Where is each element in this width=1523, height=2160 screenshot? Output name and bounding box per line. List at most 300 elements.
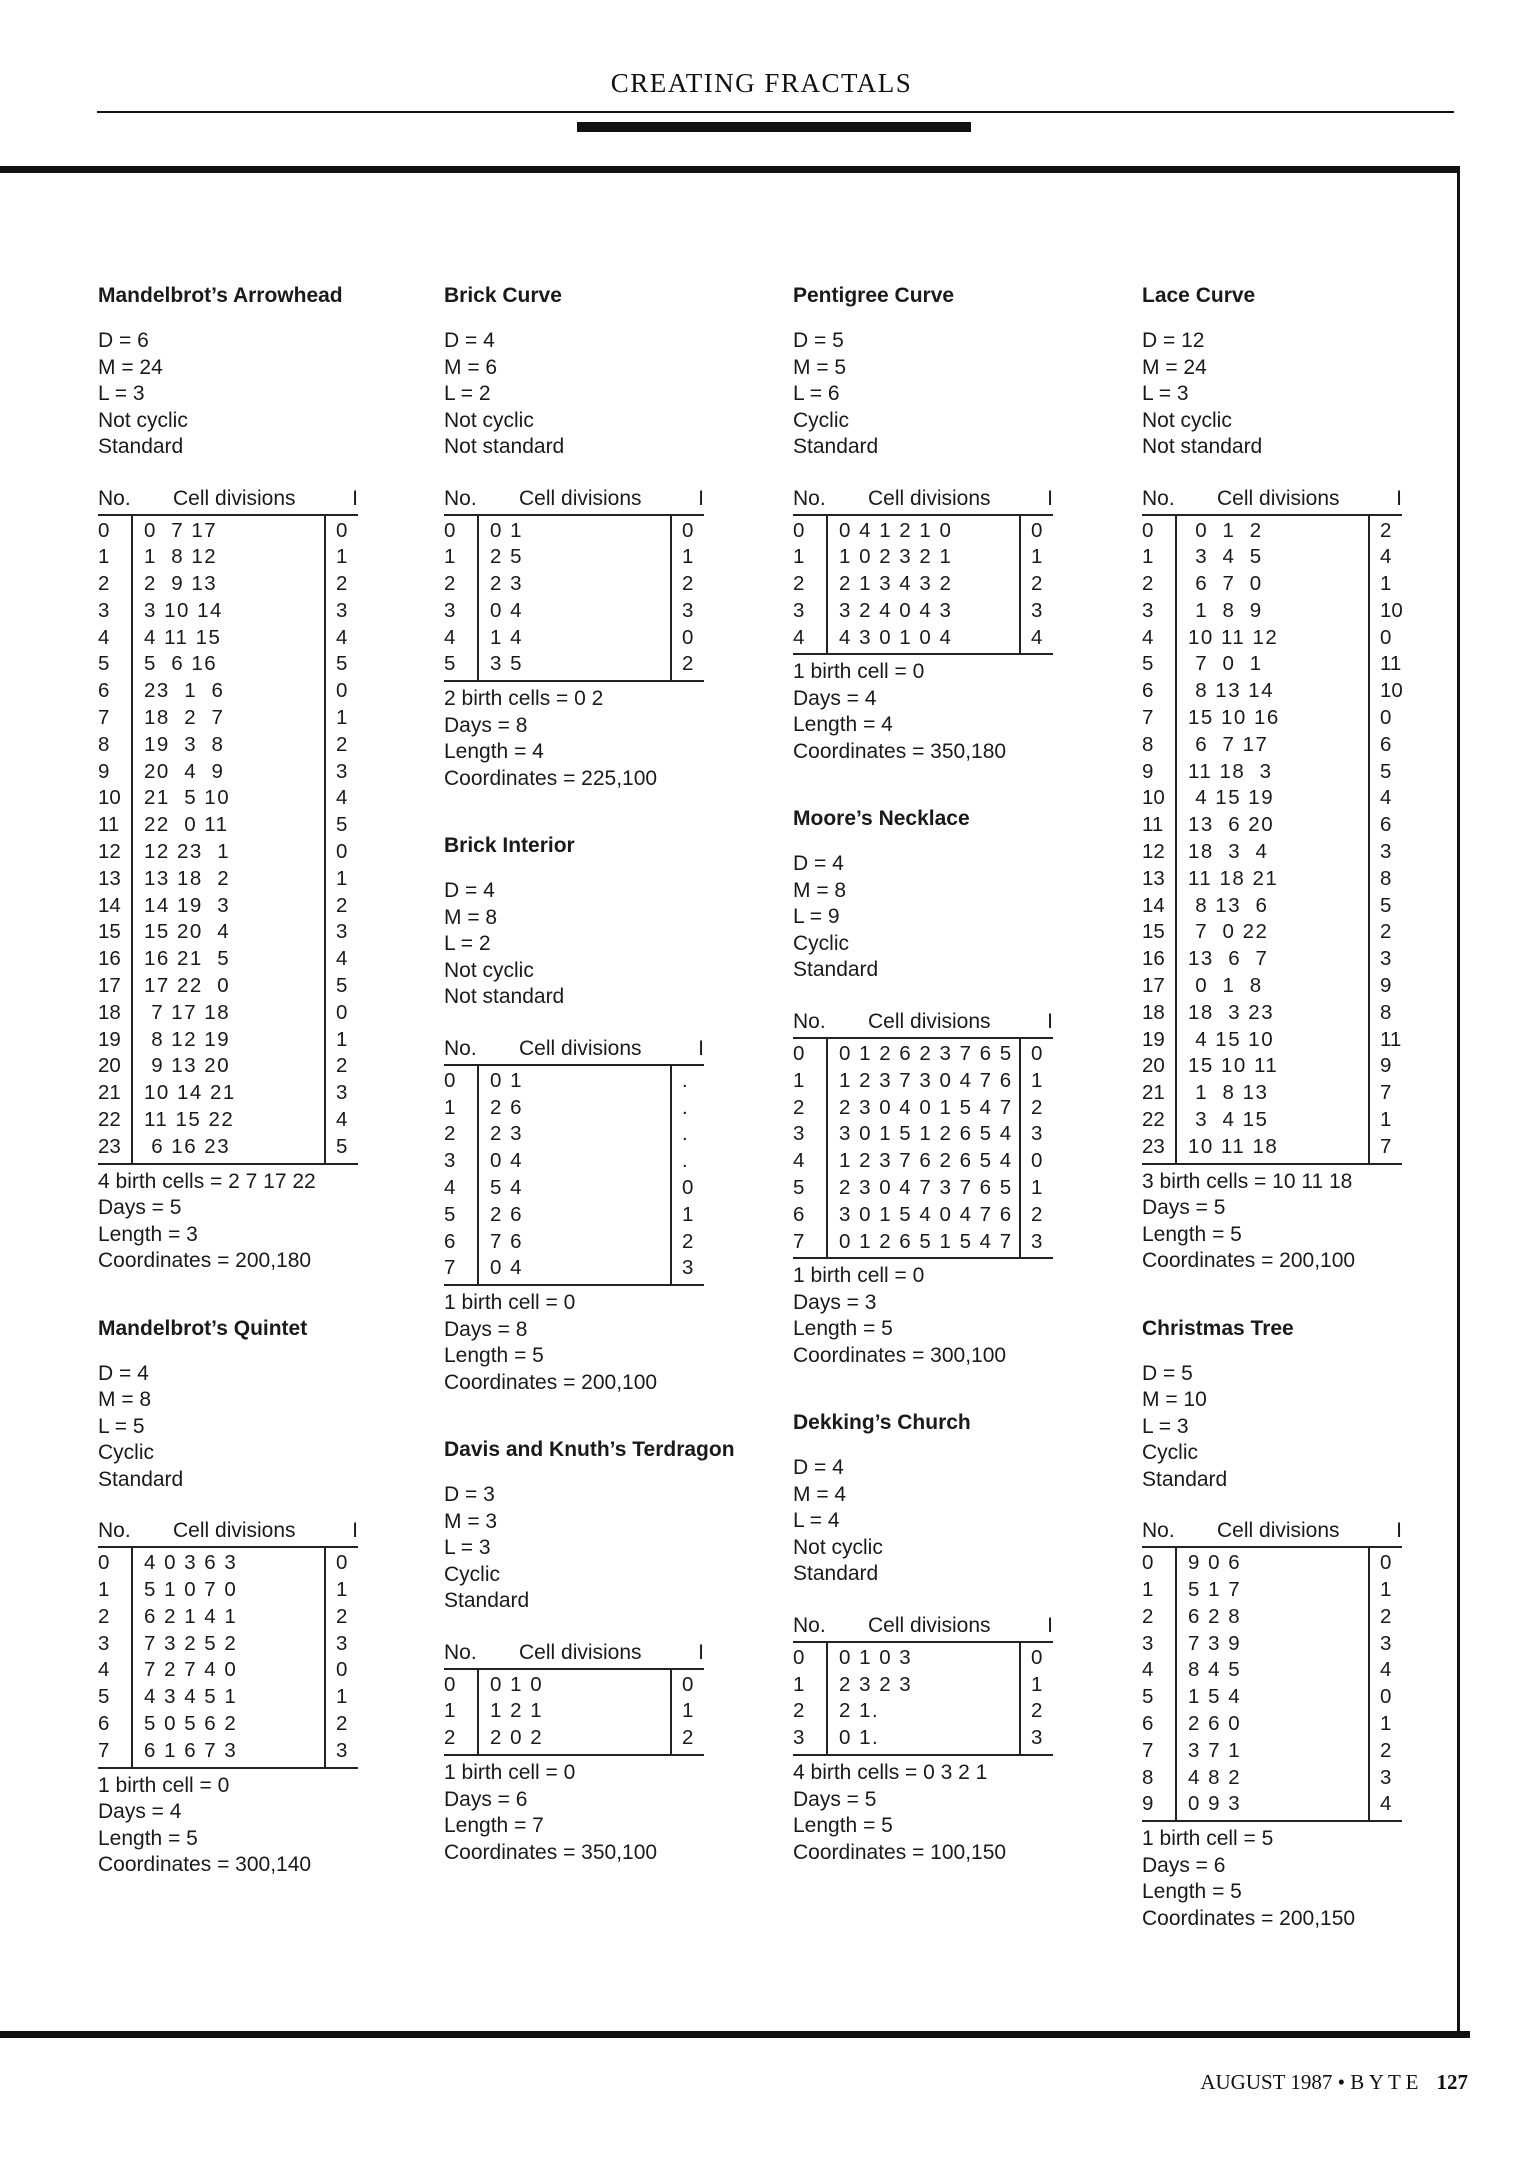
fractal-moore-necklace xyxy=(793,807,1053,1369)
row-cell-divisions: 10 14 21 xyxy=(144,1081,236,1105)
footer-line: Length = 5 xyxy=(444,1344,544,1368)
fractal-params xyxy=(1142,1361,1402,1494)
row-cell-divisions: 11 15 22 xyxy=(144,1108,235,1132)
footer-line: Length = 5 xyxy=(1142,1880,1242,1904)
row-i-value: 5 xyxy=(336,813,348,837)
row-i-value: 4 xyxy=(336,625,348,649)
footer-line: Coordinates = 350,180 xyxy=(793,739,1007,763)
param-line: D = 4 xyxy=(793,1456,844,1480)
cell-divisions-table xyxy=(1142,1546,1402,1822)
param-line: L = 2 xyxy=(444,382,491,405)
table-row xyxy=(1142,893,1402,920)
row-cell-divisions: 0 4 xyxy=(490,1149,523,1173)
row-cell-divisions: 6 2 8 xyxy=(1188,1604,1242,1628)
row-i-value: 6 xyxy=(1380,813,1392,837)
table-row xyxy=(98,1080,358,1107)
fractal-quintet xyxy=(98,1317,358,1879)
table-row xyxy=(1142,1765,1402,1792)
row-number: 5 xyxy=(444,652,456,676)
row-i-value: 1 xyxy=(1380,572,1392,596)
column-4 xyxy=(1142,284,1402,1932)
row-i-value: 0 xyxy=(336,1000,348,1024)
row-i-value: 1 xyxy=(336,1577,348,1601)
header-cell-divisions: Cell divisions xyxy=(173,486,296,510)
row-number: 14 xyxy=(1142,893,1165,917)
fractal-params xyxy=(793,1455,1053,1588)
row-i-value: 1 xyxy=(1031,545,1043,569)
row-i-value: 0 xyxy=(1380,1551,1392,1575)
footer-line: 2 birth cells = 0 2 xyxy=(444,687,604,711)
row-number: 0 xyxy=(444,1672,456,1696)
row-number: 6 xyxy=(793,1202,805,1226)
row-i-value: 0 xyxy=(336,1658,348,1682)
table-row xyxy=(793,544,1053,571)
row-number: 2 xyxy=(98,1604,110,1628)
row-number: 13 xyxy=(98,866,121,890)
row-i-value: 0 xyxy=(336,1551,348,1575)
row-i-value: . xyxy=(682,1068,688,1092)
row-i-value: 0 xyxy=(1380,625,1392,649)
row-cell-divisions: 2 3 0 4 7 3 7 6 5 xyxy=(839,1175,1013,1199)
param-line: L = 6 xyxy=(793,382,840,405)
row-cell-divisions: 3 7 1 xyxy=(1188,1738,1242,1762)
param-line: D = 6 xyxy=(98,329,149,352)
cell-divisions-table xyxy=(98,514,358,1165)
row-i-value: 0 xyxy=(1031,1645,1043,1669)
row-cell-divisions: 19 3 8 xyxy=(144,732,225,756)
param-line: Not cyclic xyxy=(1142,408,1232,432)
row-cell-divisions: 4 15 10 xyxy=(1188,1027,1275,1051)
row-cell-divisions: 8 13 14 xyxy=(1188,679,1275,703)
row-number: 0 xyxy=(98,1551,110,1575)
row-number: 1 xyxy=(793,1672,805,1696)
header-i: I xyxy=(1396,486,1402,510)
row-cell-divisions: 0 1 0 xyxy=(490,1672,544,1696)
row-number: 2 xyxy=(793,1699,805,1723)
footer-line: Days = 6 xyxy=(444,1787,528,1811)
row-i-value: 3 xyxy=(1031,1122,1043,1146)
table-row xyxy=(793,1672,1053,1699)
param-line: D = 3 xyxy=(444,1483,495,1507)
table-row xyxy=(793,1698,1053,1725)
footer-line: Days = 5 xyxy=(793,1787,877,1811)
param-line: L = 5 xyxy=(98,1414,145,1438)
header-i: I xyxy=(352,486,358,510)
row-cell-divisions: 20 4 9 xyxy=(144,759,225,783)
row-i-value: 2 xyxy=(1031,1699,1043,1723)
header-no: No. xyxy=(98,1519,131,1543)
table-row xyxy=(98,1711,358,1738)
param-line: Standard xyxy=(1142,1467,1228,1491)
row-cell-divisions: 13 6 7 xyxy=(1188,947,1269,971)
param-line: Cyclic xyxy=(793,931,849,955)
row-i-value: 5 xyxy=(336,974,348,998)
table-row xyxy=(1142,785,1402,812)
fractal-params xyxy=(1142,328,1402,461)
page-number: 127 xyxy=(1436,2070,1468,2094)
fractal-footer xyxy=(98,1169,358,1275)
row-cell-divisions: 22 0 11 xyxy=(144,813,229,837)
row-cell-divisions: 1 4 xyxy=(490,625,523,649)
row-number: 0 xyxy=(1142,518,1154,542)
header-i: I xyxy=(1047,486,1053,510)
param-line: L = 3 xyxy=(1142,382,1189,405)
table-row xyxy=(98,785,358,812)
row-i-value: 1 xyxy=(1380,1577,1392,1601)
row-i-value: 1 xyxy=(1031,1672,1043,1696)
fractal-name: Pentigree Curve xyxy=(793,284,955,307)
param-line: Not cyclic xyxy=(444,408,534,432)
table-header xyxy=(1142,1519,1402,1546)
param-line: M = 4 xyxy=(793,1482,847,1506)
param-line: Cyclic xyxy=(444,1562,500,1586)
table-row xyxy=(1142,651,1402,678)
param-line: Not cyclic xyxy=(98,408,188,432)
table-row xyxy=(793,1229,1053,1256)
row-number: 22 xyxy=(1142,1108,1165,1132)
row-cell-divisions: 7 3 9 xyxy=(1188,1631,1242,1655)
table-row xyxy=(1142,571,1402,598)
row-cell-divisions: 2 6 xyxy=(490,1202,523,1226)
fractal-brick-interior xyxy=(444,834,735,1396)
header-i: I xyxy=(1047,1613,1053,1637)
table-row xyxy=(1142,839,1402,866)
row-number: 7 xyxy=(444,1256,456,1280)
row-cell-divisions: 7 17 18 xyxy=(144,1000,231,1024)
row-i-value: 2 xyxy=(682,652,694,676)
row-number: 21 xyxy=(98,1081,121,1105)
row-i-value: 6 xyxy=(1380,732,1392,756)
table-row xyxy=(444,518,704,545)
table-row xyxy=(793,1121,1053,1148)
row-cell-divisions: 18 2 7 xyxy=(144,706,225,730)
table-row xyxy=(98,1577,358,1604)
row-i-value: 3 xyxy=(1380,1631,1392,1655)
header-no: No. xyxy=(1142,1519,1175,1543)
table-row xyxy=(98,866,358,893)
row-cell-divisions: 15 10 11 xyxy=(1188,1054,1279,1078)
table-header xyxy=(98,487,358,514)
row-cell-divisions: 15 10 16 xyxy=(1188,706,1280,730)
row-number: 21 xyxy=(1142,1081,1165,1105)
table-row xyxy=(98,544,358,571)
footer-line: Days = 5 xyxy=(1142,1196,1226,1220)
header-i: I xyxy=(698,486,704,510)
row-cell-divisions: 0 4 xyxy=(490,598,523,622)
row-i-value: 9 xyxy=(1380,974,1392,998)
fractal-footer xyxy=(793,659,1053,765)
row-number: 4 xyxy=(444,625,456,649)
row-number: 4 xyxy=(1142,625,1154,649)
fractal-params xyxy=(444,878,735,1011)
row-number: 4 xyxy=(1142,1658,1154,1682)
row-cell-divisions: 2 3 0 4 0 1 5 4 7 xyxy=(839,1095,1013,1119)
table-row xyxy=(1142,1053,1402,1080)
row-number: 3 xyxy=(793,598,805,622)
footer-line: Length = 3 xyxy=(98,1222,198,1246)
fractal-params xyxy=(98,1361,358,1494)
row-cell-divisions: 21 5 10 xyxy=(144,786,231,810)
row-number: 22 xyxy=(98,1108,121,1132)
header-cell-divisions: Cell divisions xyxy=(868,486,991,510)
row-number: 3 xyxy=(444,598,456,622)
table-header xyxy=(793,1010,1053,1037)
row-i-value: 1 xyxy=(682,1699,694,1723)
row-cell-divisions: 0 9 3 xyxy=(1188,1792,1242,1816)
row-number: 7 xyxy=(1142,706,1154,730)
table-row xyxy=(1142,1738,1402,1765)
table-row xyxy=(793,1645,1053,1672)
table-row xyxy=(444,1202,704,1229)
footer-line: Days = 8 xyxy=(444,1317,528,1341)
row-i-value: 3 xyxy=(336,759,348,783)
row-number: 5 xyxy=(793,1175,805,1199)
row-number: 10 xyxy=(1142,786,1165,810)
row-cell-divisions: 9 13 20 xyxy=(144,1054,231,1078)
row-number: 13 xyxy=(1142,866,1165,890)
row-number: 0 xyxy=(793,1645,805,1669)
table-row xyxy=(1142,1791,1402,1818)
footer-line: Length = 5 xyxy=(1142,1222,1242,1246)
table-row xyxy=(1142,1027,1402,1054)
table-header xyxy=(98,1519,358,1546)
footer-line: Coordinates = 100,150 xyxy=(793,1840,1007,1864)
row-i-value: 1 xyxy=(336,545,348,569)
header-i: I xyxy=(698,1640,704,1664)
row-i-value: 2 xyxy=(1031,1095,1043,1119)
row-number: 2 xyxy=(444,572,456,596)
row-cell-divisions: 7 0 22 xyxy=(1188,920,1269,944)
table-row xyxy=(98,1604,358,1631)
column-2 xyxy=(444,284,735,1866)
footer-line: 1 birth cell = 0 xyxy=(444,1291,576,1315)
row-cell-divisions: 8 13 6 xyxy=(1188,893,1269,917)
row-i-value: 0 xyxy=(1031,518,1043,542)
footer-line: Length = 5 xyxy=(98,1826,198,1850)
bottom-border-rule xyxy=(0,2031,1470,2038)
footer-line: Coordinates = 200,100 xyxy=(1142,1249,1356,1273)
row-number: 1 xyxy=(1142,545,1154,569)
table-row xyxy=(1142,866,1402,893)
row-cell-divisions: 2 5 xyxy=(490,545,523,569)
row-number: 3 xyxy=(98,598,110,622)
row-i-value: 0 xyxy=(336,840,348,864)
table-row xyxy=(444,544,704,571)
fractal-name: Lace Curve xyxy=(1142,284,1256,307)
table-row xyxy=(793,598,1053,625)
table-row xyxy=(98,705,358,732)
row-cell-divisions: 4 15 19 xyxy=(1188,786,1275,810)
row-number: 2 xyxy=(1142,1604,1154,1628)
header-no: No. xyxy=(793,486,826,510)
row-i-value: 4 xyxy=(1380,1658,1392,1682)
row-number: 19 xyxy=(1142,1027,1165,1051)
header-no: No. xyxy=(444,486,477,510)
row-i-value: 0 xyxy=(1031,1149,1043,1173)
fractal-footer xyxy=(793,1760,1053,1866)
row-number: 4 xyxy=(793,625,805,649)
table-row xyxy=(98,1657,358,1684)
row-i-value: 4 xyxy=(1380,786,1392,810)
row-cell-divisions: 0 1 xyxy=(490,1068,523,1092)
cell-divisions-table xyxy=(444,514,704,683)
header-i: I xyxy=(352,1519,358,1543)
fractal-christmas-tree xyxy=(1142,1317,1402,1932)
header-cell-divisions: Cell divisions xyxy=(173,1519,296,1543)
row-cell-divisions: 4 11 15 xyxy=(144,625,222,649)
header-i: I xyxy=(698,1036,704,1060)
param-line: Not standard xyxy=(1142,435,1263,458)
row-cell-divisions: 2 6 0 xyxy=(1188,1711,1242,1735)
footer-line: Length = 5 xyxy=(793,1317,893,1341)
table-row xyxy=(1142,1080,1402,1107)
row-number: 1 xyxy=(444,1095,456,1119)
table-row xyxy=(1142,598,1402,625)
footer-line: Days = 8 xyxy=(444,713,528,737)
table-row xyxy=(1142,946,1402,973)
table-header xyxy=(444,487,704,514)
param-line: D = 12 xyxy=(1142,329,1205,352)
footer-line: 3 birth cells = 10 11 18 xyxy=(1142,1169,1353,1193)
table-header xyxy=(444,1037,704,1064)
table-row xyxy=(1142,1631,1402,1658)
row-i-value: 1 xyxy=(1031,1175,1043,1199)
fractal-pentigree xyxy=(793,284,1053,765)
row-cell-divisions: 5 6 16 xyxy=(144,652,218,676)
row-cell-divisions: 2 9 13 xyxy=(144,572,218,596)
footer-line: 1 birth cell = 0 xyxy=(793,1264,925,1288)
fractal-params xyxy=(444,328,735,461)
fractal-footer xyxy=(444,1760,735,1866)
row-i-value: 5 xyxy=(1380,893,1392,917)
param-line: M = 24 xyxy=(98,355,163,379)
row-number: 16 xyxy=(98,947,121,971)
row-i-value: 4 xyxy=(1380,1792,1392,1816)
footer-line: Length = 4 xyxy=(444,740,544,764)
row-i-value: 0 xyxy=(1380,706,1392,730)
fractal-params xyxy=(444,1482,735,1615)
row-cell-divisions: 10 11 12 xyxy=(1188,625,1279,649)
row-number: 0 xyxy=(793,518,805,542)
row-cell-divisions: 3 0 1 5 1 2 6 5 4 xyxy=(839,1122,1013,1146)
fractal-footer xyxy=(1142,1826,1402,1932)
row-cell-divisions: 7 2 7 4 0 xyxy=(144,1658,238,1682)
table-row xyxy=(98,812,358,839)
row-number: 4 xyxy=(793,1149,805,1173)
footer-line: Coordinates = 300,100 xyxy=(793,1343,1007,1367)
table-row xyxy=(98,1738,358,1765)
cell-divisions-table xyxy=(793,514,1053,656)
row-cell-divisions: 16 21 5 xyxy=(144,947,231,971)
footer-line: Coordinates = 200,180 xyxy=(98,1249,312,1273)
table-row xyxy=(98,1000,358,1027)
row-number: 3 xyxy=(98,1631,110,1655)
param-line: M = 5 xyxy=(793,355,847,379)
row-cell-divisions: 11 18 3 xyxy=(1188,759,1273,783)
table-row xyxy=(98,839,358,866)
row-cell-divisions: 0 4 1 2 1 0 xyxy=(839,518,953,542)
row-i-value: 8 xyxy=(1380,866,1392,890)
table-row xyxy=(1142,518,1402,545)
row-number: 2 xyxy=(98,572,110,596)
row-number: 14 xyxy=(98,893,121,917)
row-i-value: 2 xyxy=(1380,1738,1392,1762)
footer-line: 4 birth cells = 0 3 2 1 xyxy=(793,1761,988,1785)
row-number: 4 xyxy=(98,625,110,649)
table-row xyxy=(1142,919,1402,946)
row-number: 2 xyxy=(1142,572,1154,596)
row-i-value: 2 xyxy=(682,572,694,596)
row-i-value: 2 xyxy=(682,1229,694,1253)
table-row xyxy=(1142,1604,1402,1631)
row-i-value: . xyxy=(682,1095,688,1119)
row-i-value: 2 xyxy=(336,893,348,917)
row-i-value: 3 xyxy=(1380,1765,1392,1789)
row-number: 6 xyxy=(444,1229,456,1253)
table-row xyxy=(98,1550,358,1577)
row-number: 5 xyxy=(98,1685,110,1709)
table-row xyxy=(98,973,358,1000)
row-number: 1 xyxy=(98,545,110,569)
row-number: 5 xyxy=(444,1202,456,1226)
row-cell-divisions: 2 6 xyxy=(490,1095,523,1119)
row-cell-divisions: 8 12 19 xyxy=(144,1027,231,1051)
row-cell-divisions: 0 1 xyxy=(490,518,523,542)
table-row xyxy=(444,1725,704,1752)
row-cell-divisions: 7 0 1 xyxy=(1188,652,1263,676)
param-line: Not cyclic xyxy=(793,1535,883,1559)
row-cell-divisions: 1 2 1 xyxy=(490,1699,544,1723)
cell-divisions-table xyxy=(98,1546,358,1768)
param-line: M = 8 xyxy=(98,1388,152,1412)
row-number: 1 xyxy=(1142,1577,1154,1601)
row-cell-divisions: 0 1 8 xyxy=(1188,974,1263,998)
param-line: D = 5 xyxy=(793,329,844,352)
param-line: Standard xyxy=(98,1467,184,1491)
footer-line: 1 birth cell = 5 xyxy=(1142,1827,1274,1851)
table-row xyxy=(793,1175,1053,1202)
row-number: 9 xyxy=(98,759,110,783)
cell-divisions-table xyxy=(793,1641,1053,1756)
table-row xyxy=(98,625,358,652)
row-number: 5 xyxy=(98,652,110,676)
footer-line: Coordinates = 225,100 xyxy=(444,766,658,790)
top-border-rule xyxy=(0,166,1460,173)
row-cell-divisions: 2 1 3 4 3 2 xyxy=(839,572,953,596)
row-i-value: 1 xyxy=(1380,1711,1392,1735)
row-cell-divisions: 5 0 5 6 2 xyxy=(144,1711,238,1735)
table-row xyxy=(1142,705,1402,732)
row-i-value: 0 xyxy=(682,1175,694,1199)
table-row xyxy=(1142,625,1402,652)
row-number: 12 xyxy=(98,840,121,864)
footer-line: Days = 5 xyxy=(98,1196,182,1220)
row-number: 15 xyxy=(1142,920,1165,944)
table-row xyxy=(1142,1134,1402,1161)
param-line: Not standard xyxy=(444,985,565,1009)
fractal-footer xyxy=(444,686,735,792)
row-cell-divisions: 1 5 4 xyxy=(1188,1685,1242,1709)
row-cell-divisions: 2 3 xyxy=(490,572,523,596)
footer-line: Days = 4 xyxy=(98,1800,182,1823)
row-cell-divisions: 4 3 0 1 0 4 xyxy=(839,625,953,649)
param-line: D = 5 xyxy=(1142,1361,1193,1385)
row-i-value: 2 xyxy=(1380,1604,1392,1628)
param-line: Cyclic xyxy=(793,408,849,432)
footer-line: Coordinates = 300,140 xyxy=(98,1853,312,1876)
row-i-value: 2 xyxy=(336,572,348,596)
row-cell-divisions: 4 8 2 xyxy=(1188,1765,1242,1789)
